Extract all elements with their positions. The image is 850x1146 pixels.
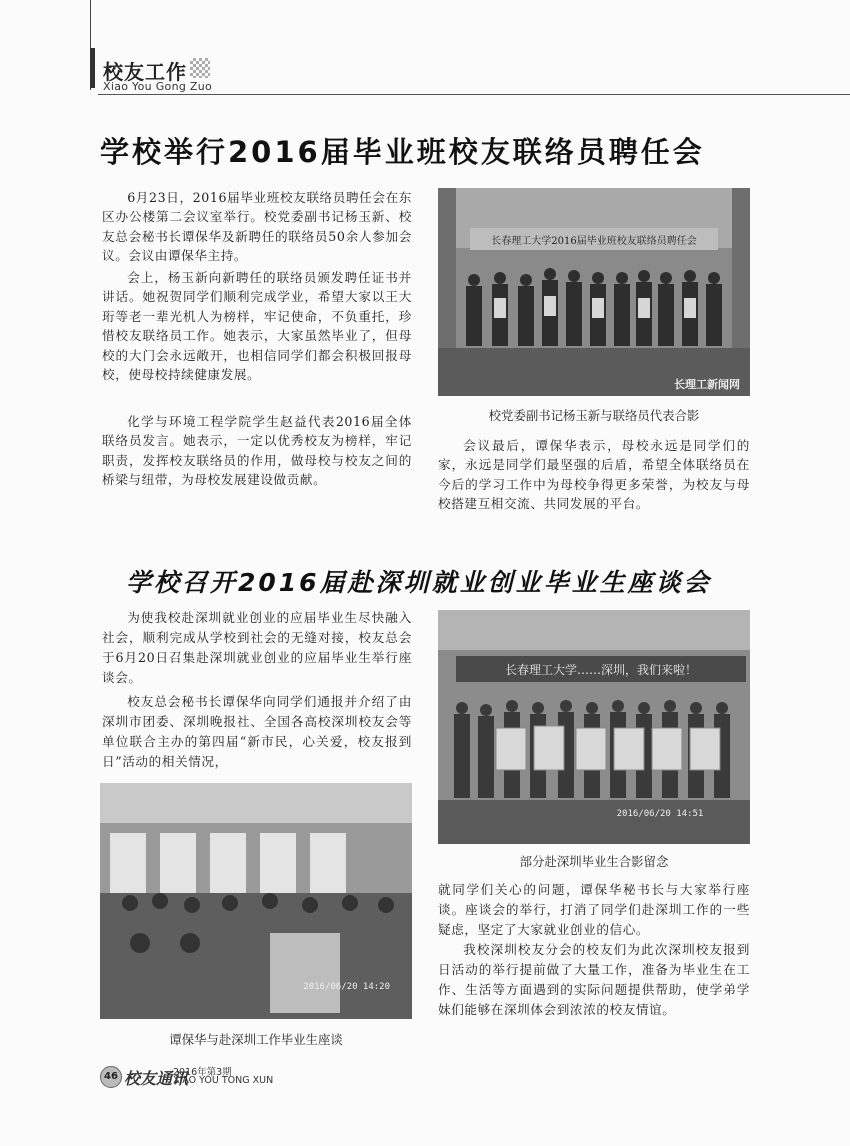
header-rule bbox=[98, 94, 850, 95]
article1-paragraph-3: 化学与环境工程学院学生赵益代表2016届全体联络员发言。她表示，一定以优秀校友为榜样，牢记职责，发挥校友联络员的作用，做母校与校友之间的桥梁与纽带，为母校发展建设做贡献。 bbox=[102, 414, 412, 488]
article2-photo-left-timestamp: 2016/06/20 14:20 bbox=[303, 982, 390, 992]
article1-paragraph-1: 6月23日，2016届毕业班校友联络员聘任会在东区办公楼第二会议室举行。校党委副书记杨玉新、校友总会秘书长谭保华及新聘任的联络员50余人参加会议。会议由谭保华主持。 bbox=[102, 190, 412, 264]
article1-photo-banner: 长春理工大学2016届毕业班校友联络员聘任会 bbox=[491, 236, 697, 247]
article2-caption-right: 部分赴深圳毕业生合影留念 bbox=[519, 854, 669, 869]
section-subtitle: Xiao You Gong Zuo bbox=[103, 80, 213, 93]
article2-photo-right-timestamp: 2016/06/20 14:51 bbox=[616, 809, 704, 819]
article1-paragraph-2: 会上，杨玉新向新聘任的联络员颁发聘任证书并讲话。她祝贺同学们顺利完成学业，希望大家以王大珩等老一辈光机人为榜样，牢记使命，不负重托，珍惜校友联络员工作。她表示，大家虽然毕业了，但母校的大门会永远敞开，也相信同学们都会积极回报母校，使母校持续健康发展。 bbox=[102, 270, 412, 383]
article2-title: 学校召开2016届赴深圳就业创业毕业生座谈会 bbox=[126, 568, 712, 597]
article2-paragraph-1: 为使我校赴深圳就业创业的应届毕业生尽快融入社会，顺利完成从学校到社会的无缝对接，校友总会于6月20日召集赴深圳就业创业的应届毕业生举行座谈会。 bbox=[102, 610, 412, 685]
section-title: 校友工作 bbox=[103, 60, 187, 84]
article1-title: 学校举行2016届毕业班校友联络员聘任会 bbox=[100, 135, 705, 169]
article1-caption: 校党委副书记杨玉新与联络员代表合影 bbox=[488, 408, 700, 423]
page-number-badge: 46 bbox=[100, 1066, 122, 1088]
article2-continued-1: 就同学们关心的问题，谭保华秘书长与大家举行座谈。座谈会的举行，打消了同学们赴深圳工作的一些疑虑，坚定了大家就业创业的信心。 bbox=[438, 882, 750, 937]
magazine-name-en: XIAO YOU TONG XUN bbox=[173, 1075, 274, 1086]
checker-pattern-icon bbox=[190, 58, 210, 78]
article2-continued-2: 我校深圳校友分会的校友们为此次深圳校友报到日活动的举行提前做了大量工作，准备为毕业生在工作、生活等方面遇到的实际问题提供帮助，使学弟学妹们能够在深圳体会到浓浓的校友情谊。 bbox=[438, 942, 750, 1017]
magazine-name: 校友通讯 bbox=[124, 1069, 189, 1088]
article2-paragraph-2: 校友总会秘书长谭保华向同学们通报并介绍了由深圳市团委、深圳晚报社、全国各高校深圳校友会等单位联合主办的第四届“新市民，心关爱，校友报到日”活动的相关情况， bbox=[102, 694, 412, 769]
article1-closing: 会议最后，谭保华表示，母校永远是同学们的家，永远是同学们最坚强的后盾，希望全体联络员在今后的学习工作中为母校争得更多荣誉，为校友与母校搭建互相交流、共同发展的平台。 bbox=[438, 438, 750, 512]
magazine-issue: 2016年第3期 bbox=[173, 1067, 232, 1078]
article2-photo-right bbox=[438, 610, 750, 844]
article2-caption-left: 谭保华与赴深圳工作毕业生座谈 bbox=[169, 1032, 343, 1047]
article1-photo-watermark: 长理工新闻网 bbox=[674, 378, 740, 391]
header-accent-bar bbox=[90, 48, 95, 88]
article2-photo-right-banner: 长春理工大学……深圳，我们来啦！ bbox=[504, 663, 698, 677]
article2-photo-left bbox=[100, 783, 412, 1019]
article1-photo bbox=[438, 188, 750, 396]
